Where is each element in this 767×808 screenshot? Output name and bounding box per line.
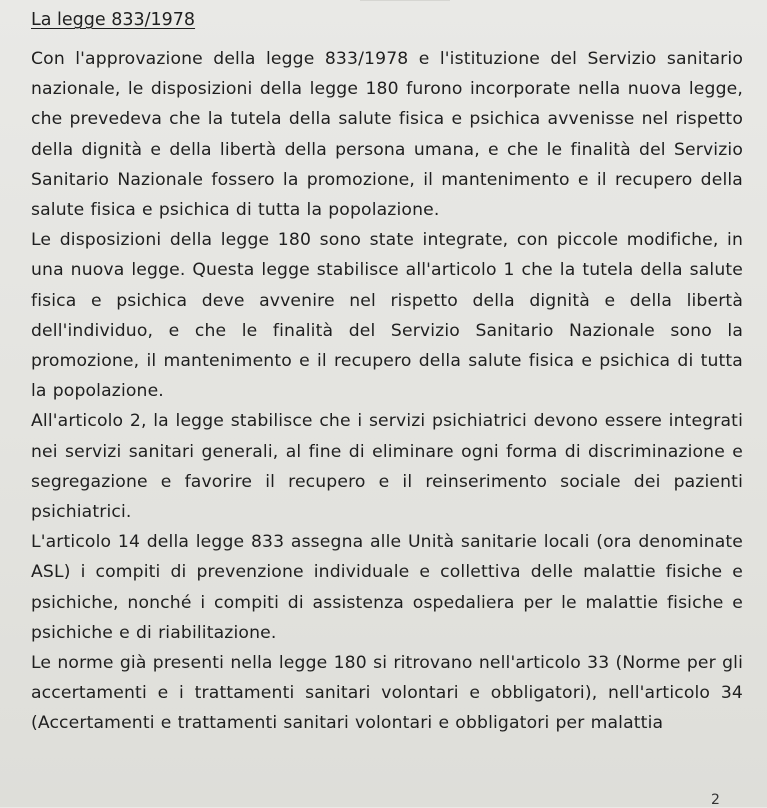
page-title: La legge 833/1978: [31, 10, 196, 30]
paragraph-2: Le disposizioni della legge 180 sono state integrate, con piccole modifiche, in una nuova legge. Questa legge stabilisce all'articolo 1 che la tutela della salute fisica e psichica deve avvenire nel rispetto della dignità e della libertà dell'individuo, e che le finalità del Servizio Sanitario Nazionale sono la promozione, il mantenimento e il recupero della salute fisica e psichica di tutta la popolazione.: [31, 230, 743, 402]
page-number: 2: [711, 792, 720, 808]
paragraph-5: Le norme già presenti nella legge 180 si ritrovano nell'articolo 33 (Norme per gli accertamenti e i trattamenti sanitari volontari e obbligatori), nell'articolo 34 (Accertamenti e trattamenti sanitari volontari e obbligatori per malattia: [31, 653, 743, 734]
paragraph-4: L'articolo 14 della legge 833 assegna alle Unità sanitarie locali (ora denominate ASL) i compiti di prevenzione individuale e collettiva delle malattie fisiche e psichiche, nonché i compiti di assistenza ospedaliera per le malattie fisiche e psichiche e di riabilitazione.: [31, 532, 743, 643]
paragraph-3: All'articolo 2, la legge stabilisce che i servizi psichiatrici devono essere integrati nei servizi sanitari generali, al fine di eliminare ogni forma di discriminazione e segregazione e favorire il recupero e il reinserimento sociale dei pazienti psichiatrici.: [31, 411, 743, 523]
paragraph-1: Con l'approvazione della legge 833/1978 e l'istituzione del Servizio sanitario nazionale, le disposizioni della legge 180 furono incorporate nella nuova legge, che prevedeva che la tutela della salute fisica e psichica avvenisse nel rispetto della dignità e della libertà della persona umana, e che le finalità del Servizio Sanitario Nazionale fossero la promozione, il mantenimento e il recupero della salute fisica e psichica di tutta la popolazione.: [31, 49, 743, 221]
faded-header-mark: [360, 0, 450, 7]
